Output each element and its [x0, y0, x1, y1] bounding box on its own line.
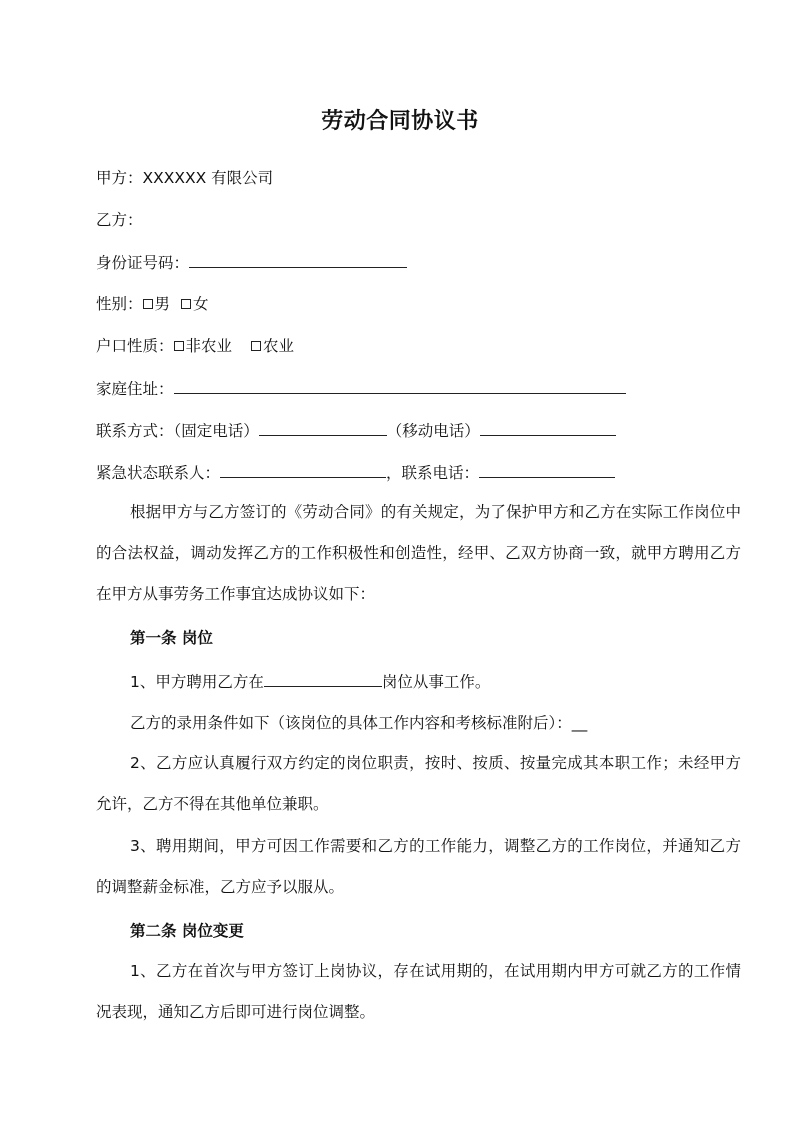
mobile-label: （移动电话） — [386, 422, 480, 440]
landline-blank[interactable] — [259, 419, 387, 436]
household-label: 户口性质： — [96, 337, 174, 355]
contact-label: 联系方式：（固定电话） — [96, 422, 259, 440]
household-nonagri-label: 非农业 — [185, 337, 233, 355]
emergency-line — [96, 461, 615, 484]
gender-male-label: 男 — [154, 295, 171, 313]
emergency-contact-blank[interactable] — [220, 461, 386, 478]
article1-item1 — [130, 670, 490, 693]
article2-item1: 1、乙方在首次与甲方签订上岗协议，存在试用期的，在试用期内甲方可就乙方的工作情况表现，通知乙方后即可进行岗位调整。 — [96, 962, 741, 1021]
party-a-line: 甲方：XXXXXX 有限公司 — [96, 169, 274, 187]
address-line — [96, 377, 626, 400]
id-number-line — [96, 251, 407, 274]
article1-item1-prefix: 1、甲方聘用乙方在 — [130, 673, 264, 691]
article1-item2: 2、乙方应认真履行双方约定的岗位职责，按时、按质、按量完成其本职工作；未经甲方允许，乙方不得在其他单位兼职。 — [96, 754, 741, 813]
household-agri-checkbox[interactable] — [251, 341, 261, 351]
article2-heading: 第二条 岗位变更 — [130, 922, 244, 940]
article1-heading: 第一条 岗位 — [130, 629, 213, 647]
gender-female-checkbox[interactable] — [181, 299, 191, 309]
position-blank[interactable] — [264, 670, 382, 687]
article1-item1-suffix: 岗位从事工作。 — [381, 673, 491, 691]
intro-paragraph: 根据甲方与乙方签订的《劳动合同》的有关规定，为了保护甲方和乙方在实际工作岗位中的合法权益，调动发挥乙方的工作积极性和创造性，经甲、乙双方协商一致，就甲方聘用乙方在甲方从事劳务工作事宜达成协议如下： — [96, 503, 741, 603]
gender-female-label: 女 — [192, 295, 209, 313]
emergency-phone-blank[interactable] — [479, 461, 615, 478]
document-title: 劳动合同协议书 — [321, 109, 479, 134]
household-nonagri-checkbox[interactable] — [174, 341, 184, 351]
household-agri-label: 农业 — [262, 337, 294, 355]
id-number-blank[interactable] — [189, 251, 407, 268]
gender-label: 性别： — [96, 295, 143, 313]
address-label: 家庭住址： — [96, 380, 174, 398]
emergency-label: 紧急状态联系人： — [96, 464, 221, 482]
emergency-phone-label: ，联系电话： — [386, 464, 480, 482]
mobile-blank[interactable] — [480, 419, 616, 436]
article1-item3: 3、聘用期间，甲方可因工作需要和乙方的工作能力，调整乙方的工作岗位，并通知乙方的调整薪金标准，乙方应予以服从。 — [96, 837, 741, 896]
contact-line — [96, 419, 616, 442]
gender-male-checkbox[interactable] — [143, 299, 153, 309]
article1-conditions: 乙方的录用条件如下（该岗位的具体工作内容和考核标准附后）：__ — [130, 714, 588, 732]
party-b-line: 乙方： — [96, 211, 143, 229]
gender-line — [96, 293, 208, 315]
id-number-label: 身份证号码： — [96, 254, 190, 272]
address-blank[interactable] — [174, 377, 626, 394]
household-line — [96, 335, 294, 357]
